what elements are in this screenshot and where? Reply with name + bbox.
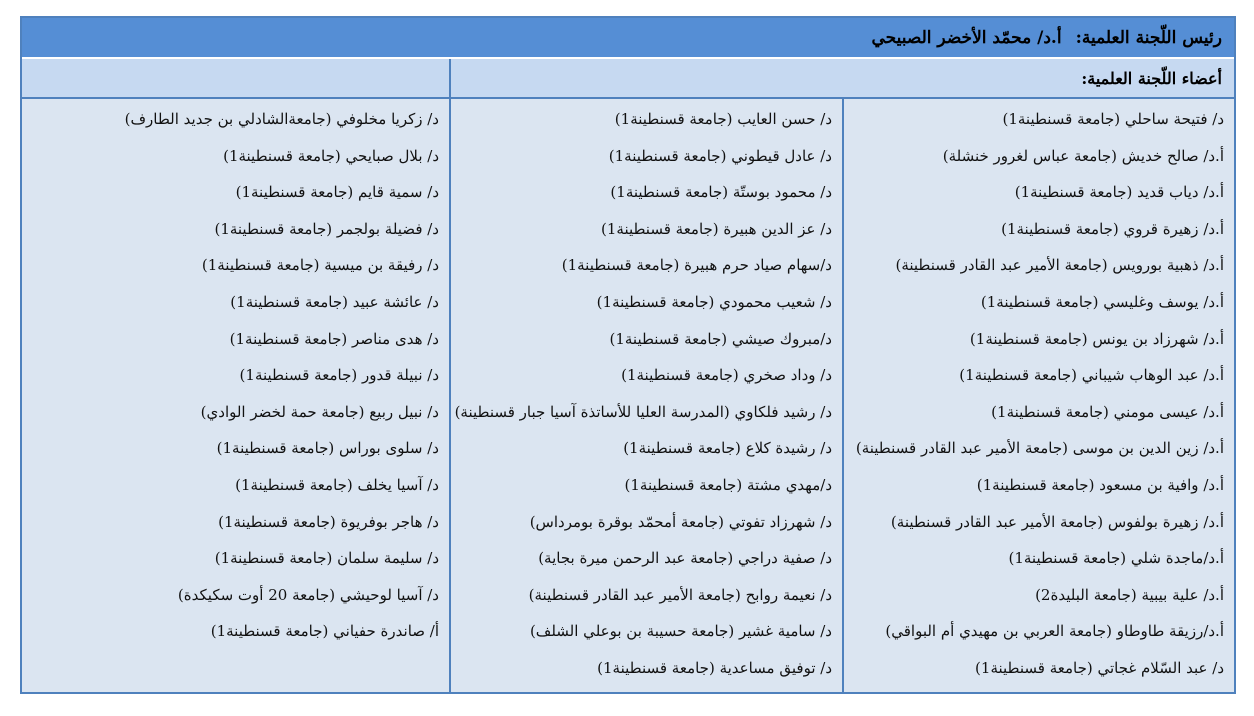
member-entry: د/ شعيب محمودي (جامعة قسنطينة1) <box>596 292 832 311</box>
member-entry: د/ هاجر بوفريوة (جامعة قسنطينة1) <box>218 512 439 531</box>
president-row <box>22 18 1234 59</box>
member-entry: د/ هدى مناصر (جامعة قسنطينة1) <box>229 329 439 348</box>
member-entry: د/ فتيحة ساحلي (جامعة قسنطينة1) <box>1002 110 1224 128</box>
member-entry: د/ عز الدين هبيرة (جامعة قسنطينة1) <box>601 219 832 238</box>
member-entry: أ.د/ شهرزاد بن يونس (جامعة قسنطينة1) <box>969 329 1224 348</box>
member-entry: أ.د/رزيقة طاوطاو (جامعة العربي بن مهيدي أم البواقي) <box>885 622 1224 641</box>
member-entry: أ.د/ علية بيبية (جامعة البليدة2) <box>1035 585 1224 604</box>
member-entry: د/ سلوى بوراس (جامعة قسنطينة1) <box>216 439 439 458</box>
member-entry: د/ رشيدة كلاع (جامعة قسنطينة1) <box>623 439 832 458</box>
member-entry: د/ وداد صخري (جامعة قسنطينة1) <box>621 366 832 385</box>
member-entry: د/ نعيمة روابح (جامعة الأمير عبد القادر قسنطينة) <box>528 585 832 604</box>
member-entry: أ.د/ ذهبية بورويس (جامعة الأمير عبد القادر قسنطينة) <box>895 256 1224 275</box>
member-entry: د/ حسن العايب (جامعة قسنطينة1) <box>614 110 832 128</box>
member-entry: د/ زكريا مخلوفي (جامعةالشادلي بن جديد الطارف) <box>124 110 439 128</box>
member-entry: د/ شهرزاد تفوتي (جامعة أمحمّد بوقرة بومرداس) <box>529 512 832 531</box>
member-entry: أ.د/ صالح خديش (جامعة عباس لغرور خنشلة) <box>942 146 1224 165</box>
member-entry: أ.د/ عيسى مومني (جامعة قسنطينة1) <box>991 402 1224 421</box>
member-entry: د/ محمود بوستّة (جامعة قسنطينة1) <box>610 183 832 202</box>
member-entry: د/ عبد السّلام غجاتي (جامعة قسنطينة1) <box>975 658 1224 677</box>
members-heading: أعضاء اللّجنة العلمية: <box>449 59 1234 97</box>
scientific-committee-table <box>20 16 1236 694</box>
member-entry: د/مبروك صيشي (جامعة قسنطينة1) <box>609 329 832 348</box>
member-entry: د/ آسيا لوحيشي (جامعة 20 أوت سكيكدة) <box>177 585 439 604</box>
member-entry: د/ عائشة عبيد (جامعة قسنطينة1) <box>230 292 439 311</box>
member-entry: أ.د/ زهيرة بولفوس (جامعة الأمير عبد القادر قسنطينة) <box>890 512 1224 531</box>
member-entry: د/ نبيلة قدور (جامعة قسنطينة1) <box>239 366 439 385</box>
member-entry: د/ نبيل ربيع (جامعة حمة لخضر الوادي) <box>200 402 439 421</box>
member-entry: أ.د/ يوسف وغليسي (جامعة قسنطينة1) <box>980 292 1224 311</box>
member-entry: د/ فضيلة بولجمر (جامعة قسنطينة1) <box>214 219 439 238</box>
member-entry: د/ سامية غشير (جامعة حسيبة بن بوعلي الشلف) <box>529 622 832 641</box>
member-entry: أ.د/ وافية بن مسعود (جامعة قسنطينة1) <box>976 475 1224 494</box>
member-entry: د/مهدي مشتة (جامعة قسنطينة1) <box>624 475 832 494</box>
member-entry: د/ سليمة سلمان (جامعة قسنطينة1) <box>214 549 439 568</box>
member-entry: د/ توفيق مساعدية (جامعة قسنطينة1) <box>597 658 832 677</box>
members-column-1 <box>842 99 1234 692</box>
member-entry: د/ سمية قايم (جامعة قسنطينة1) <box>235 183 439 202</box>
members-heading-empty-cell <box>22 59 449 97</box>
members-column-2 <box>449 99 842 692</box>
member-entry: د/سهام صياد حرم هبيرة (جامعة قسنطينة1) <box>561 256 832 275</box>
member-entry: أ/ صاندرة حفياني (جامعة قسنطينة1) <box>210 622 439 641</box>
member-entry: د/ صفية دراجي (جامعة عبد الرحمن ميرة بجاية) <box>538 549 832 568</box>
members-columns <box>22 99 1234 692</box>
member-entry: د/ عادل قيطوني (جامعة قسنطينة1) <box>608 146 832 165</box>
member-entry: أ.د/ماجدة شلي (جامعة قسنطينة1) <box>1008 549 1224 568</box>
president-name: أ.د/ محمّد الأخضر الصبيحي <box>871 27 1062 48</box>
member-entry: د/ آسيا يخلف (جامعة قسنطينة1) <box>235 475 439 494</box>
member-entry: أ.د/ زهيرة قروي (جامعة قسنطينة1) <box>1001 219 1224 238</box>
president-label: رئيس اللّجنة العلمية: <box>1075 27 1222 48</box>
member-entry: أ.د/ دياب قديد (جامعة قسنطينة1) <box>1014 183 1224 202</box>
member-entry: د/ رشيد فلكاوي (المدرسة العليا للأساتذة آسيا جبار قسنطينة) <box>454 402 832 421</box>
members-heading-row <box>22 59 1234 99</box>
member-entry: أ.د/ عبد الوهاب شيباني (جامعة قسنطينة1) <box>959 366 1224 385</box>
member-entry: أ.د/ زين الدين بن موسى (جامعة الأمير عبد القادر قسنطينة) <box>855 439 1224 458</box>
members-column-3 <box>22 99 449 692</box>
member-entry: د/ بلال صبايحي (جامعة قسنطينة1) <box>223 146 439 165</box>
member-entry: د/ رفيقة بن ميسية (جامعة قسنطينة1) <box>201 256 439 275</box>
